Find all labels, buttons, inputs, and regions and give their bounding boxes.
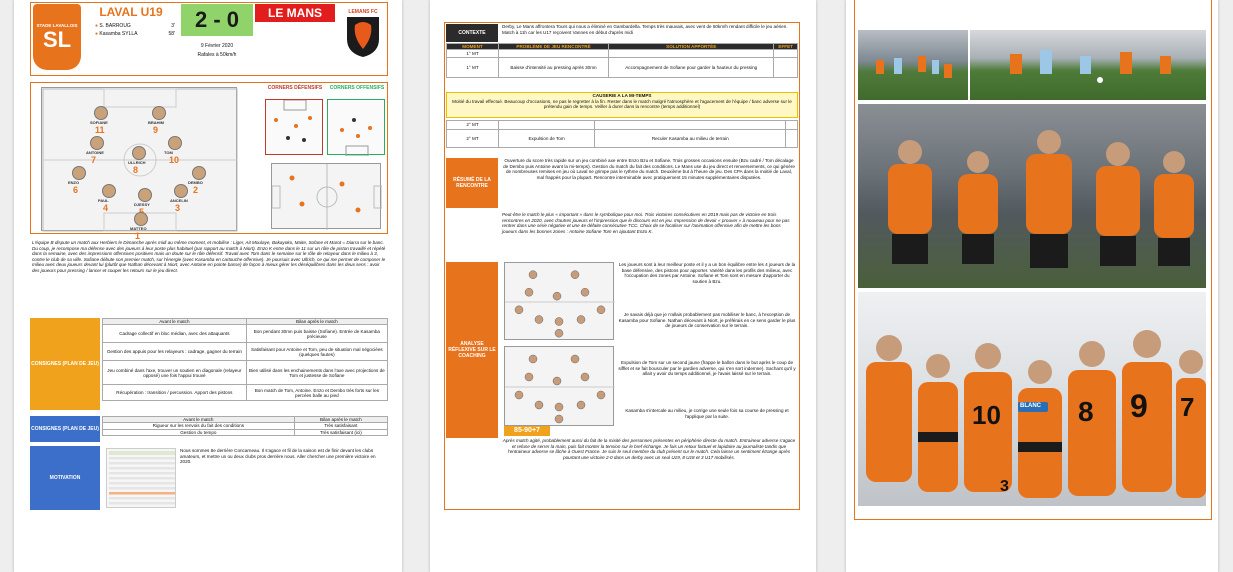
jersey-number: 10: [972, 400, 1001, 430]
match-header: [30, 2, 388, 76]
jersey-number: 7: [1180, 392, 1195, 422]
consignes-table: Avant le match Bilan après le match Cadrage collectif en bloc médian, avec des attaquants Bon pendant 30mn puis baisse (Sofiane). Entrée de Kasamba précieuse Gestion des appuis pour les relayeurs : cadrage, gagner du terrain Satisfaisant pour Antoine et Tom, peu de situation mal négociées (quelques fautes) Jeu combiné dans l'axe, trouver un soutien en diagonale (relayeur opposé) une fois l'appui trouvé Bien utilisé dans les enchainements dans l'axe avec projections de Tom et justesse de Sofiane Récupération : transition / percussion. Apport des pistons Bon match de Tom, Antoine. Enzo et Dembo très forts sur les percées balle au pied: [102, 318, 388, 401]
moments-table-2: [446, 120, 798, 148]
lemans-shield-icon: [343, 15, 383, 59]
celebration-photo: [858, 104, 1206, 288]
player-name: ANCELIN: [170, 198, 188, 203]
page-3: [846, 0, 1218, 572]
action-photo-1: [858, 30, 968, 100]
minutes-tag: 85-90+7: [504, 426, 550, 436]
club-left-logo: [33, 4, 81, 70]
player-number: 10: [169, 155, 180, 165]
motivation-tag: MOTIVATION: [30, 446, 100, 510]
halftime-box: [446, 92, 798, 118]
ball-icon: ●: [95, 31, 99, 37]
player-name: MATTEO: [130, 226, 147, 231]
player-number: 11: [95, 125, 105, 135]
table-row: Gestion du tempo Très satisfaisant (ici): [103, 429, 388, 435]
summary-tag: RÉSUMÉ DE LA RENCONTRE: [446, 158, 498, 208]
player-name: DEMBO: [188, 180, 203, 185]
jersey-number: 9: [1130, 388, 1148, 424]
player-name: BRAHIM: [148, 120, 164, 125]
player-avatar: [90, 136, 104, 150]
analysis-text-4: Kasamba s'intercale au milieu, je corrige une seule fois sa course de pressing et l'applique par la suite.: [625, 408, 789, 419]
halftime-text: Moitié du travail effectué. Beaucoup d'occasions, ne pas le regretter à la fin. Rester dans le match malgré l'atmosphère et l'agacement de l'équipe / banc adverse sur le prétendu gain de temps. Veiller à durer dans la rencontre (temps additionnel): [452, 98, 792, 110]
closing-text: Après match agité, probablement aussi du fait de la mixité des personnes présentes en périphérie directe du match. Entraineur adverse s'agace et refuse de serrer la main, puis fait monter la tension sur le bref échange. Je fais un retour factuel et lapidaire au journaliste tandis que l'entraineur adverse se lâche à Ouest France. Je suis le seul membre du club présent sur le match. Cela laisse un sentiment étrange après pourtant une victoire 2-0 dans un derby avec un seul U19, 8 U18 et 3 U17 mobilisés.: [502, 438, 796, 460]
moments-table: MOMENT PROBLÈME DE JEU RENCONTRÉ SOLUTION APPORTÉE EFFET 1° MT 1° MT Baisse d'intensité au pressing après 30mn Accompagnement de Sofiane pour garder la hauteur du pressing: [446, 43, 798, 78]
match-date: 9 Février 2020: [200, 43, 234, 49]
scorer-2: ● Kasamba SYLLA 58': [95, 31, 175, 37]
player-number: 4: [103, 203, 109, 213]
player-avatar: [168, 136, 182, 150]
analysis-text-1: Les joueurs sont à leur meilleur poste et il y a un bon équilibre entre les 4 joueurs de la base défensive, des pistons pour apporter. Variété dans les profils des milieux, avec l'occupation des zones par Antoine. Sofiane et Tom sont en mesure d'apporter du soutien à Bzu.: [618, 262, 796, 284]
player-number: 2: [193, 185, 199, 195]
lineup-notes: L'équipe B dispute un match aux Herbiers le Dimanche après midi au même moment, et mobilise : Liger, Ait Moulaye, Bakayoko, Maite, Sofane et Marot = Diarra sur le banc. Du coup, je recompose ma défense avec des joueurs à leur poste plus habituel (par rapport au match à Niort). Enzo K entre dans le 11 sur un rôle de piston travaillé et répété dans la semaine, avec des impressions offensives positives mais un doute sur le rôle défensif. Travail avec Tom dans le semaine sur le rôle de relayeur dans le milieu à 3, contre le club de sa ville. Sofiane débute son premier match, sur l'énergie (avec Kasamba en cartouche offensive). Je poursuis avec Ullrich, ce qui me permet de composer le milieu avec deux joueurs devant lui (plutôt que Nathan décevant à Niort, avec Antoine en pointe basse) de façon à mieux gérer les déséquilibres dans les deux sens : avoir des joueurs pour pressing / lancer et couper les retours sur le jeu direct.: [32, 240, 386, 273]
player-avatar: [174, 184, 188, 198]
score: 2 - 0: [181, 4, 253, 36]
summary-text: Ouverture du score très rapide sur un jeu combiné axe entre Enzo Bzu et Sofiane. Trois grosses occasions ensuite (Bzu cadré / Tom décalage de Dembo puis Antoine avant la mi-temps). Gestion du match du fait des conditions. Le Mans use du jeu direct et renversements, ce qui génère de nombreuses remises en jeu où Laval ne grimpe pas le rythme du match. Deuxième but à l'heure de jeu. Des CPA dans la moitié de Laval, mal frappés pour la plupart. Rencontre interminable avec pratiquement 15 minutes supplémentaires disputées.: [503, 158, 795, 180]
player-name: TOM: [164, 150, 173, 155]
corners-def-diagram: [265, 99, 323, 155]
table-row: 2° MT: [447, 121, 798, 130]
player-name: PAUL: [98, 198, 109, 203]
analysis-text-2: Je savais déjà que je n'allais probablement pas mobiliser le banc, à l'exception de Kasamba pour Sofiane. Nathan décevant à Niort, je préférais en ce sens garder le plus de joueurs de conservation sur le terrain.: [618, 312, 796, 329]
player-avatar: [132, 146, 146, 160]
player-avatar: [192, 166, 206, 180]
action-photo-2: [970, 30, 1206, 100]
consignes-tag-2: CONSIGNES (PLAN DE JEU): [30, 416, 100, 442]
player-avatar: [94, 106, 108, 120]
player-name: ANTOINE: [86, 150, 104, 155]
ball-icon: ●: [95, 23, 99, 29]
lineup-diagram-1: [504, 262, 614, 340]
analysis-text-3: Expulsion de Tom sur un second jaune (frappe le ballon dans le but après le coup de sifflet et se fait bousculer par le gardien adverse, qui s'en sort indemne). Sachant qu'il y allait y avoir du temps additionnel, je l'avais laissé sur le terrain.: [618, 360, 796, 377]
player-number: 6: [73, 185, 79, 195]
sponsor-logo: BLANC: [1020, 403, 1041, 409]
consignes-table-2: Avant le match Bilan après le match Rigueur sur les renvois du fait des conditions Très satisfaisant Gestion du tempo Très satisfaisant (ici): [102, 416, 388, 436]
corners-off-label: CORNERS OFFENSIFS: [329, 85, 385, 91]
tactics-area: [30, 82, 388, 241]
motivation-text: Nous sommes 8e derrière Concarneau. Il s'agace et fil de la saison est de finir devant les clubs amateurs, et mettre un ou deux clubs pros derrière nous. Aller chercher une première victoire en 2020.: [180, 448, 376, 465]
context-tag: CONTEXTE: [446, 24, 498, 42]
context-text: Derby, Le Mans affrontera Tours qui nous a éliminé en Gambardella. Temps très mauvais, avec vent de 50km/h rendant difficile le jeu aérien. Match à 11h car les U17 reçoivent Vannes en début d'après midi: [502, 24, 788, 35]
page-2: [430, 0, 816, 572]
table-row: 1° MT: [447, 50, 798, 58]
player-name: ULLRICH: [128, 160, 146, 165]
team-photo: [858, 292, 1206, 506]
lineup-diagram-2: [504, 346, 614, 426]
player-number: 1: [135, 231, 141, 241]
player-number: 9: [153, 125, 159, 135]
table-row: Rigueur sur les renvois du fait des conditions Très satisfaisant: [103, 423, 388, 429]
reflection-intro: Peut-être le match le plus « important » dans le symbolique pour moi. Trois victoires consécutives en 2019 mais pas de victoire en trois rencontres en 2020, avec d'autres joueurs et l'impression que le discours est en jeu. Impression de devoir « prouver » à nouveau pour ne pas rentrer dans une série négative et une 4e défaite consécutive TCC. Choix de se focaliser sur l'animation offensive afin de mettre les bons joueurs dans les bonnes zones : Antoine Sofiane Tom en ajoutant Enzo K.: [502, 212, 790, 234]
player-avatar: [72, 166, 86, 180]
match-conditions: Rafales à 50km/h: [197, 52, 237, 58]
formation-pitch: [41, 87, 237, 241]
club-left-letters: SL: [42, 26, 72, 52]
club-left-name: STADE LAVALLOIS: [36, 22, 78, 28]
player-avatar: [102, 184, 116, 198]
player-avatar: [134, 212, 148, 226]
jersey-number: 3: [1000, 478, 1009, 495]
player-number: 7: [91, 155, 97, 165]
player-number: 8: [133, 165, 139, 175]
table-row: 2° MT Expulsion de Tom Reculer Kasamba au milieu de terrain: [447, 130, 798, 148]
corners-def-label: CORNERS DÉFENSIFS: [267, 85, 323, 91]
jersey-number: 8: [1078, 396, 1094, 427]
player-name: SOFIANE: [90, 120, 108, 125]
scorer-1: ● S. BARROUG 3': [95, 23, 175, 29]
team-left: LAVAL U19: [99, 5, 163, 19]
halftime-title: CAUSERIE A LA MI-TEMPS: [592, 93, 652, 98]
player-number: 3: [175, 203, 181, 213]
player-name: DJESSY: [134, 202, 150, 207]
consignes-tag: CONSIGNES (PLAN DE JEU): [30, 318, 100, 410]
player-avatar: [152, 106, 166, 120]
analysis-tag: ANALYSE RÉFLEXIVE SUR LE COACHING: [446, 262, 498, 438]
table-row: 1° MT Baisse d'intensité au pressing après 30mn Accompagnement de Sofiane pour garder la hauteur du pressing: [447, 58, 798, 78]
player-name: ENZO: [68, 180, 80, 185]
team-right: LE MANS: [255, 4, 335, 22]
page-1: [14, 0, 402, 572]
table-row: Gestion des appuis pour les relayeurs : cadrage, gagner du terrain Satisfaisant pour Antoine et Tom, peu de situation mal négociées (quelques fautes): [103, 343, 388, 361]
corners-off-diagram: [327, 99, 385, 155]
table-row: Jeu combiné dans l'axe, trouver un soutien en diagonale (relayeur opposé) une fois l'appui trouvé Bien utilisé dans les enchainements dans l'axe avec projections de Tom et justesse de Sofiane: [103, 361, 388, 385]
club-right-logo: LEMANS FC: [343, 9, 383, 63]
table-row: Cadrage collectif en bloc médian, avec des attaquants Bon pendant 30mn puis baisse (Sofiane). Entrée de Kasamba précieuse: [103, 325, 388, 343]
league-table-thumbnail: [106, 448, 176, 508]
player-avatar: [138, 188, 152, 202]
set-piece-pitch: [271, 163, 381, 229]
table-row: Récupération : transition / percussion. Apport des pistons Bon match de Tom, Antoine. Enzo et Dembo très forts sur les percées balle au pied: [103, 385, 388, 401]
